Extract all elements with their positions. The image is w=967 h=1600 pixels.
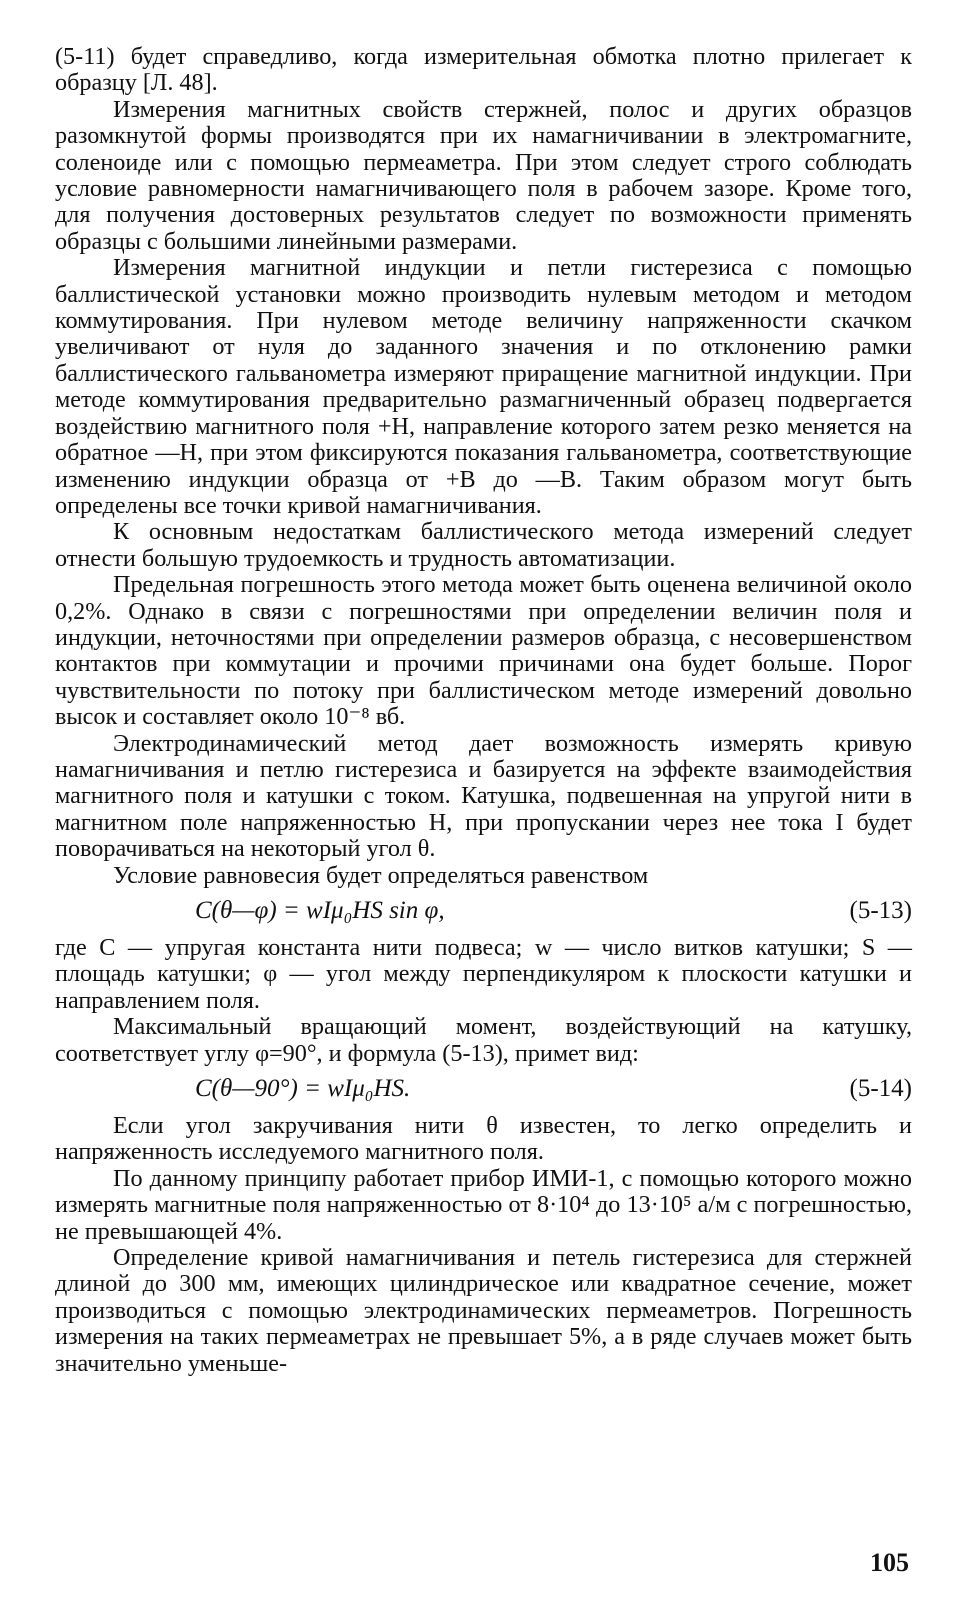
paragraph: Условие равновесия будет определяться равенством xyxy=(113,861,649,889)
paragraph: Максимальный вращающий момент, воздействующий на катушку, соответствует углу φ=90°, и формула (5-13), примет вид: xyxy=(55,1013,912,1067)
paragraph: По данному принципу работает прибор ИМИ-1, с помощью которого можно измерять магнитные поля напряженностью от 8·10⁴ до 13·10⁵ а/м с погрешностью, не превышающей 4%. xyxy=(55,1164,912,1245)
paragraph: Если угол закручивания нити θ известен, то легко определить и напряженность исследуемого магнитного поля. xyxy=(55,1112,912,1166)
paragraph: Измерения магнитных свойств стержней, полос и других образцов разомкнутой формы производятся при их намагничивании в электромагните, соленоиде или с помощью пермеаметра. При этом следует строго соблюдать условие равномерности намагничивающего поля в рабочем зазоре. Кроме того, для получения достоверных результатов следует по возможности применять образцы с большими линейными размерами. xyxy=(55,95,912,255)
paragraph: Электродинамический метод дает возможность измерять кривую намагничивания и петлю гистерезиса и базируется на эффекте взаимодействия магнитного поля и катушки с током. Катушка, подвешенная на упругой нити в магнитном поле напряженностью H, при пропускании через нее тока I будет поворачиваться на некоторый угол θ. xyxy=(55,729,912,863)
page-number: 105 xyxy=(870,1548,909,1577)
equation-number: (5-13) xyxy=(849,897,912,924)
equation-number: (5-14) xyxy=(849,1075,912,1103)
equation-5-13 xyxy=(55,895,912,927)
equation-formula: C(θ—90°) = wIμ₀HS. xyxy=(195,1075,411,1103)
paragraph: где C — упругая константа нити подвеса; w — число витков катушки; S — площадь катушки; φ — угол между перпендикуляром к плоскости катушки и направлением поля. xyxy=(55,934,912,1014)
body-text xyxy=(55,44,912,1377)
paragraph: (5-11) будет справедливо, когда измерительная обмотка плотно прилегает к образцу [Л. 48]. xyxy=(55,43,912,97)
paragraph: Предельная погрешность этого метода может быть оценена величиной около 0,2%. Однако в связи с погрешностями при определении величин поля и индукции, неточностями при определении размеров образца, с несовершенством контактов при коммутации и прочими причинами она будет больше. Порог чувствительности по потоку при баллистическом методе измерений довольно высок и составляет около 10⁻⁸ вб. xyxy=(55,571,912,731)
paragraph: Измерения магнитной индукции и петли гистерезиса с помощью баллистической установки можно производить нулевым методом и методом коммутирования. При нулевом методе величину напряженности скачком увеличивают от нуля до заданного значения и по отклонению рамки баллистического гальванометра измеряют приращение магнитной индукции. При методе коммутирования предварительно размагниченный образец подвергается воздействию магнитного поля +H, направление которого затем резко меняется на обратное —H, при этом фиксируются показания гальванометра, соответствующие изменению индукции образца от +B до —B. Таким образом могут быть определены все точки кривой намагничивания. xyxy=(55,254,912,519)
equation-formula: C(θ—φ) = wIμ₀HS sin φ, xyxy=(195,897,445,924)
paragraph: К основным недостаткам баллистического метода измерений следует отнести большую трудоемкость и трудность автоматизации. xyxy=(55,518,912,572)
paragraph: Определение кривой намагничивания и петель гистерезиса для стержней длиной до 300 мм, имеющих цилиндрическое или квадратное сечение, может производиться с помощью электродинамических пермеаметров. Погрешность измерения на таких пермеаметрах не превышает 5%, а в ряде случаев может быть значительно уменьше- xyxy=(55,1244,912,1377)
equation-5-14 xyxy=(55,1073,912,1105)
